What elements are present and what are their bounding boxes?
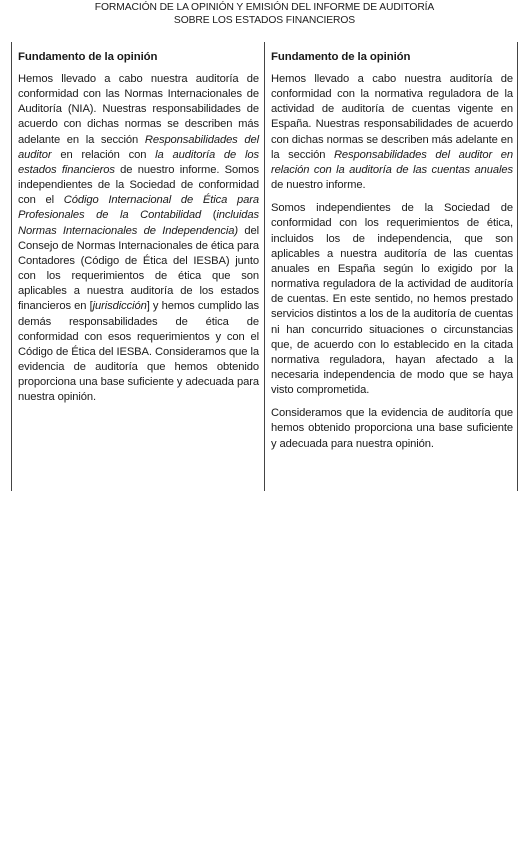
right-paragraph-2: Somos independientes de la Sociedad de conformidad con los requerimientos de ética, incluidos los de independencia, que son aplicables a nuestra auditoría de las cuentas anuales en España según lo exigido por la normativa reguladora de la actividad de auditoría de cuentas. En este sentido, no hemos prestado servicios distintos a los de la auditoría de cuentas ni han concurrido situaciones o circunstancias que, de acuerdo con lo establecido en la citada normativa reguladora, hayan afectado a la necesaria independencia de modo que se haya visto comprometida. (271, 202, 513, 397)
right-paragraph-3: Consideramos que la evidencia de auditoría que hemos obtenido proporciona una base suficiente y adecuada para nuestra opinión. (271, 407, 513, 450)
right-heading: Fundamento de la opinión (271, 51, 411, 63)
text-run-italic: la auditoría de los estados financieros (18, 148, 259, 176)
text-run: de nuestro informe. (271, 179, 366, 192)
text-run: Hemos llevado a cabo nuestra auditoría de conformidad con las Normas Internacionales de Auditoría (NIA). Nuestras responsabilidades de acuerdo con dichas normas se describen más adelante en la sección (18, 73, 259, 146)
header-line-2: SOBRE LOS ESTADOS FINANCIEROS (173, 14, 356, 26)
header-line-1: FORMACIÓN DE LA OPINIÓN Y EMISIÓN DEL INFORME DE AUDITORÍA (94, 2, 435, 13)
text-run: ] y hemos cumplido las demás responsabilidades de ética de conformidad con esos requerimientos y con el Código de Ética del IESBA. Consideramos que la evidencia de auditoría que hemos obtenido proporciona una base suficiente y adecuada para nuestra opinión. (18, 300, 259, 404)
text-run-italic: Responsabilidades del auditor (18, 133, 259, 161)
left-paragraph-1 (18, 72, 259, 405)
column-divider (264, 42, 265, 491)
left-heading: Fundamento de la opinión (18, 51, 158, 63)
text-run: Hemos llevado a cabo nuestra auditoría de conformidad con la normativa reguladora de la actividad de auditoría de cuentas vigente en España. Nuestras responsabilidades de acuerdo con dichas normas se describen más adelante en la sección (271, 73, 513, 161)
page-header (0, 2, 529, 27)
text-run: de nuestro informe. Somos independientes de la Sociedad de conformidad con el (18, 163, 260, 207)
right-paragraph-1 (271, 72, 513, 193)
left-column-international (18, 50, 259, 413)
text-run-italic: Responsabilidades del auditor en relación con la auditoría de las cuentas anuales (271, 148, 513, 176)
text-run-italic: Código Internacional de Ética para Profesionales de la Contabilidad (18, 194, 259, 222)
text-run: ( (201, 209, 217, 222)
text-run-italic: jurisdicción (92, 300, 147, 313)
right-border (517, 42, 518, 491)
text-run: en relación con (51, 148, 156, 161)
text-run: del Consejo de Normas Internacionales de ética para Contadores (Código de Ética del IESBA) junto con los requerimientos de ética que son aplicables a nuestra auditoría de los estados financieros en [ (18, 224, 259, 313)
left-border (11, 42, 12, 491)
right-column-spain (271, 50, 513, 460)
text-run-italic: incluidas Normas Internacionales de Independencia) (18, 209, 259, 237)
